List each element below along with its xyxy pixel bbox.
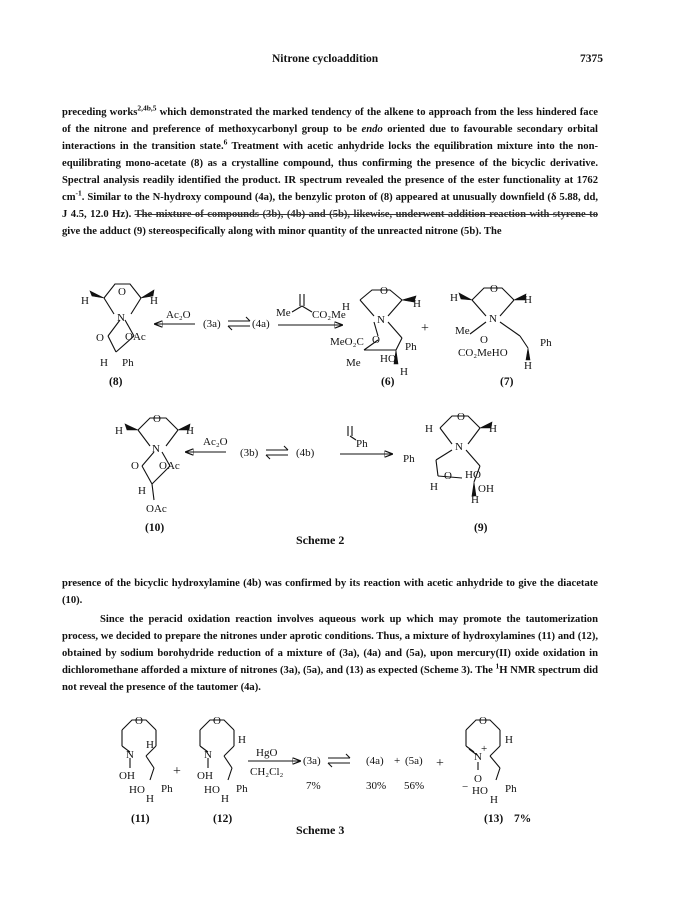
compound-12-structure bbox=[197, 715, 248, 805]
para1-text-d: Treatment with acetic anhydride locks the equilibration mixture into the non-equilibrating mono-acetate (8) as a crystalline compound, thus confirming the presence of the bicyclic derivative. Spectral analysis readily identified the product. IR spectrum revealed the presence of the ester functionality at 1762 cm bbox=[62, 141, 598, 203]
atom-H: H bbox=[430, 481, 438, 493]
negative-charge: − bbox=[462, 781, 469, 793]
styrene-structure bbox=[348, 426, 356, 440]
atom-O: O bbox=[457, 411, 465, 423]
atom-O: O bbox=[490, 283, 498, 295]
compound-11-label: (11) bbox=[131, 813, 150, 825]
atom-H: H bbox=[524, 360, 532, 372]
atom-H: H bbox=[238, 734, 246, 746]
atom-Ph: Ph bbox=[122, 357, 134, 369]
atom-H: H bbox=[505, 734, 513, 746]
yield-5a: 56% bbox=[404, 780, 425, 792]
endo-term: endo bbox=[361, 124, 383, 135]
atom-H: H bbox=[138, 485, 146, 497]
atom-O: O bbox=[131, 460, 139, 472]
atom-H: H bbox=[489, 423, 497, 435]
atom-OAc: OAc bbox=[146, 503, 167, 515]
compound-10-label: (10) bbox=[145, 522, 165, 534]
yield-3a: 7% bbox=[306, 780, 321, 792]
para1-text-e: . Similar to the N-hydroxy compound (4a), the benzylic proton of (8) appeared at unusually downfield (δ 5.88, dd, J 4.5, 12.0 Hz). bbox=[62, 192, 598, 220]
atom-HO: HO bbox=[465, 469, 481, 481]
compound-13-structure bbox=[462, 715, 517, 806]
para1-text-b: which demonstrated the marked tendency of the alkene to approach from the less hindered face of the nitrone and preference of methoxycarbonyl group to be bbox=[62, 107, 598, 135]
atom-H: H bbox=[342, 301, 350, 313]
compound-4a-ref: (4a) bbox=[252, 318, 270, 330]
atom-N: N bbox=[126, 749, 134, 761]
substituent-co2me: CO₂Me bbox=[312, 309, 346, 321]
atom-H: H bbox=[81, 295, 89, 307]
para3-text-b: H NMR spectrum did not reveal the presence of the tautomer (4a). bbox=[62, 665, 598, 693]
scheme-3-caption: Scheme 3 bbox=[296, 823, 345, 837]
reagent-hgo: HgO bbox=[256, 747, 278, 759]
plus-sign: + bbox=[173, 764, 181, 779]
atom-O: O bbox=[135, 715, 143, 727]
atom-N: N bbox=[455, 441, 463, 453]
compound-11-structure bbox=[119, 715, 173, 805]
atom-O: O bbox=[444, 470, 452, 482]
substituent-ph: Ph bbox=[356, 438, 368, 450]
positive-charge: + bbox=[481, 743, 488, 755]
running-title: Nitrone cycloaddition bbox=[272, 53, 379, 65]
equilibrium-arrows bbox=[228, 317, 250, 330]
plus-sign: + bbox=[421, 321, 429, 336]
atom-O: O bbox=[480, 334, 488, 346]
paragraph-2: presence of the bicyclic hydroxylamine (4b) was confirmed by its reaction with acetic anhydride to give the diacetate (10). bbox=[62, 578, 598, 606]
atom-O: O bbox=[372, 334, 380, 346]
struck-text: The mixture of compounds (3b), (4b) and (5b), likewise, underwent addition reaction with styrene to bbox=[134, 209, 598, 220]
compound-9-label: (9) bbox=[474, 522, 488, 534]
plus-sign: + bbox=[436, 756, 444, 771]
atom-OH: OH bbox=[119, 770, 135, 782]
equilibrium-arrows bbox=[266, 446, 288, 459]
para3-text-a: Since the peracid oxidation reaction involves aqueous work up which may promote the tautomerization process, we decided to prepare the nitrones under aprotic conditions. Thus, a mixture of hydroxylamines (11) and (12), obtained by sodium borohydride reduction of a mixture of (3a), (4a) and (5a), upon mercury(II) oxide oxidation in dichloromethane afforded a mixture of nitrones (3a), (5a), and (13) as expected (Scheme 3). The bbox=[62, 614, 598, 676]
atom-OH: OH bbox=[197, 770, 213, 782]
atom-H: H bbox=[146, 793, 154, 805]
compound-8-structure bbox=[81, 284, 158, 369]
compound-12-label: (12) bbox=[213, 813, 233, 825]
compound-7-label: (7) bbox=[500, 376, 514, 388]
equilibrium-arrows bbox=[328, 754, 350, 767]
atom-H: H bbox=[450, 292, 458, 304]
atom-HO: HO bbox=[380, 353, 396, 365]
substituent-me: Me bbox=[276, 307, 291, 319]
reagent-ac2o: Ac₂O bbox=[166, 309, 191, 321]
atom-H: H bbox=[425, 423, 433, 435]
atom-H: H bbox=[146, 739, 154, 751]
atom-N: N bbox=[489, 313, 497, 325]
atom-OAc: OAc bbox=[159, 460, 180, 472]
scheme-2-caption: Scheme 2 bbox=[296, 533, 345, 547]
atom-O: O bbox=[118, 286, 126, 298]
atom-O: O bbox=[213, 715, 221, 727]
para1-text-f: give the adduct (9) stereospecifically along with minor quantity of the unreacted nitrone (5b). The bbox=[62, 226, 502, 237]
compound-4a-ref: (4a) bbox=[366, 755, 384, 767]
atom-O: O bbox=[479, 715, 487, 727]
atom-H: H bbox=[221, 793, 229, 805]
methyl-acrylate-structure bbox=[292, 294, 312, 312]
atom-HO: HO bbox=[129, 784, 145, 796]
yield-13: 7% bbox=[514, 813, 532, 825]
atom-H: H bbox=[100, 357, 108, 369]
atom-MeO2C: MeO₂C bbox=[330, 336, 364, 348]
compound-3b-ref: (3b) bbox=[240, 447, 259, 459]
atom-O: O bbox=[380, 285, 388, 297]
atom-O: O bbox=[96, 332, 104, 344]
page-number: 7375 bbox=[580, 53, 603, 65]
atom-N: N bbox=[152, 443, 160, 455]
atom-H: H bbox=[490, 794, 498, 806]
atom-N: N bbox=[377, 314, 385, 326]
atom-HO: HO bbox=[472, 785, 488, 797]
atom-Ph: Ph bbox=[540, 337, 552, 349]
atom-HO: HO bbox=[204, 784, 220, 796]
atom-N: N bbox=[204, 749, 212, 761]
para1-text-c: oriented due to favourable secondary orbital interactions in the transition state. bbox=[62, 124, 599, 152]
atom-H: H bbox=[413, 298, 421, 310]
atom-H: H bbox=[115, 425, 123, 437]
compound-6-label: (6) bbox=[381, 376, 395, 388]
atom-Ph: Ph bbox=[161, 783, 173, 795]
atom-Ph: Ph bbox=[236, 783, 248, 795]
plus-sign: + bbox=[394, 755, 401, 767]
compound-3a-ref: (3a) bbox=[303, 755, 321, 767]
atom-Me: Me bbox=[346, 357, 361, 369]
compound-3a-ref: (3a) bbox=[203, 318, 221, 330]
atom-H: H bbox=[150, 295, 158, 307]
atom-Ph: Ph bbox=[405, 341, 417, 353]
citation-ref: 2,4b,5 bbox=[137, 103, 157, 113]
unit-superscript: -1 bbox=[75, 188, 82, 198]
para1-text-a: preceding works bbox=[62, 107, 138, 118]
atom-H: H bbox=[524, 294, 532, 306]
atom-Me: Me bbox=[455, 325, 470, 337]
compound-10-structure bbox=[115, 413, 194, 515]
atom-H: H bbox=[400, 366, 408, 378]
atom-CO2MeHO: CO₂MeHO bbox=[458, 347, 508, 359]
atom-H: H bbox=[186, 425, 194, 437]
reagent-solvent: CH₂Cl₂ bbox=[250, 766, 284, 778]
atom-N: N bbox=[474, 751, 482, 763]
atom-OAc: OAc bbox=[125, 331, 146, 343]
compound-5a-ref: (5a) bbox=[405, 755, 423, 767]
atom-O: O bbox=[474, 773, 482, 785]
atom-Ph: Ph bbox=[403, 453, 415, 465]
citation-ref: 6 bbox=[223, 137, 228, 147]
compound-6-structure bbox=[330, 285, 421, 378]
yield-4a: 30% bbox=[366, 780, 387, 792]
atom-O: O bbox=[153, 413, 161, 425]
atom-Ph: Ph bbox=[505, 783, 517, 795]
compound-9-structure bbox=[403, 411, 497, 506]
compound-4b-ref: (4b) bbox=[296, 447, 315, 459]
atom-OH: OH bbox=[478, 483, 494, 495]
atom-N: N bbox=[117, 312, 125, 324]
compound-8-label: (8) bbox=[109, 376, 123, 388]
compound-7-structure bbox=[450, 283, 552, 372]
atom-H: H bbox=[471, 494, 479, 506]
reagent-ac2o: Ac₂O bbox=[203, 436, 228, 448]
compound-13-label: (13) bbox=[484, 813, 504, 825]
nmr-superscript: 1 bbox=[495, 661, 500, 671]
